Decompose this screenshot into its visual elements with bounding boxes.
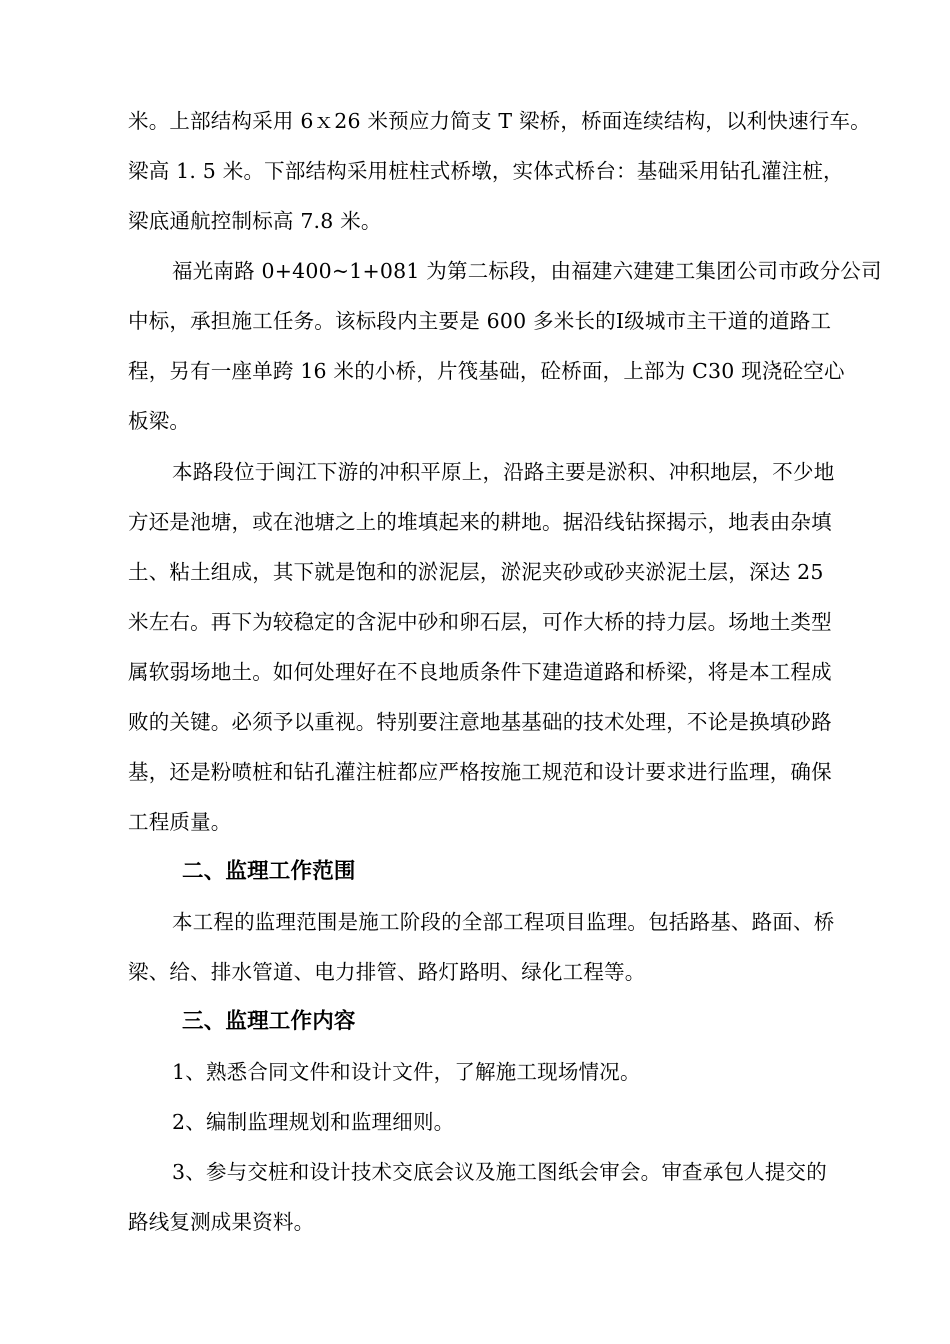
line-text: 梁、给、排水管道、电力排管、路灯路明、绿化工程等。: [128, 960, 646, 984]
line-text: 3、参与交桩和设计技术交底会议及施工图纸会审会。审查承包人提交的: [172, 1160, 827, 1184]
text-line: [0, 1202, 950, 1242]
line-text: 土、粘土组成，其下就是饱和的淤泥层，淤泥夹砂或砂夹淤泥土层，深达 25: [128, 560, 824, 584]
line-text: 路线复测成果资料。: [128, 1210, 315, 1234]
text-line: [0, 151, 950, 191]
line-text: 福光南路 0+400~1+081 为第二标段，由福建六建建工集团公司市政分公司: [172, 259, 882, 283]
text-line: [0, 752, 950, 792]
text-line: [0, 602, 950, 642]
text-line: [0, 201, 950, 241]
line-text: 工程质量。: [128, 810, 232, 834]
text-line: [0, 101, 950, 141]
section-heading: [0, 1002, 950, 1042]
line-text: 程，另有一座单跨 16 米的小桥，片筏基础，砼桥面，上部为 C30 现浇砼空心: [128, 359, 845, 383]
text-line: [0, 351, 950, 391]
line-text: 米左右。再下为较稳定的含泥中砂和卵石层，可作大桥的持力层。场地土类型: [128, 610, 832, 634]
text-line: [0, 652, 950, 692]
line-text: 中标，承担施工任务。该标段内主要是 600 多米长的Ⅰ级城市主干道的道路工: [128, 309, 832, 333]
text-line: [0, 502, 950, 542]
text-line: [0, 301, 950, 341]
text-line: [0, 552, 950, 592]
line-text: 板梁。: [128, 409, 191, 433]
line-text: 三、监理工作内容: [182, 1009, 356, 1034]
text-line: [0, 702, 950, 742]
line-text: 2、编制监理规划和监理细则。: [172, 1110, 455, 1134]
line-text: 梁高 1. 5 米。下部结构采用桩柱式桥墩，实体式桥台：基础采用钻孔灌注桩，: [128, 159, 844, 183]
line-text: 梁底通航控制标高 7.8 米。: [128, 209, 382, 233]
line-text: 本工程的监理范围是施工阶段的全部工程项目监理。包括路基、路面、桥: [172, 910, 835, 934]
text-line: [0, 452, 950, 492]
line-text: 1、熟悉合同文件和设计文件，了解施工现场情况。: [172, 1060, 641, 1084]
text-line: [0, 1102, 950, 1142]
text-line: [0, 401, 950, 441]
line-text: 方还是池塘，或在池塘之上的堆填起来的耕地。据沿线钻探揭示，地表由杂填: [128, 510, 832, 534]
line-text: 米。上部结构采用 6ｘ26 米预应力简支 T 梁桥，桥面连续结构，以利快速行车。: [128, 109, 871, 133]
line-text: 二、监理工作范围: [182, 859, 356, 884]
section-heading: [0, 852, 950, 892]
line-text: 属软弱场地土。如何处理好在不良地质条件下建造道路和桥梁，将是本工程成: [128, 660, 832, 684]
text-line: [0, 952, 950, 992]
text-line: [0, 1152, 950, 1192]
text-line: [0, 902, 950, 942]
line-text: 本路段位于闽江下游的冲积平原上，沿路主要是淤积、冲积地层，不少地: [172, 460, 835, 484]
line-text: 基，还是粉喷桩和钻孔灌注桩都应严格按施工规范和设计要求进行监理，确保: [128, 760, 832, 784]
line-text: 败的关键。必须予以重视。特别要注意地基基础的技术处理，不论是换填砂路: [128, 710, 832, 734]
text-line: [0, 802, 950, 842]
text-line: [0, 1052, 950, 1092]
text-line: [0, 251, 950, 291]
